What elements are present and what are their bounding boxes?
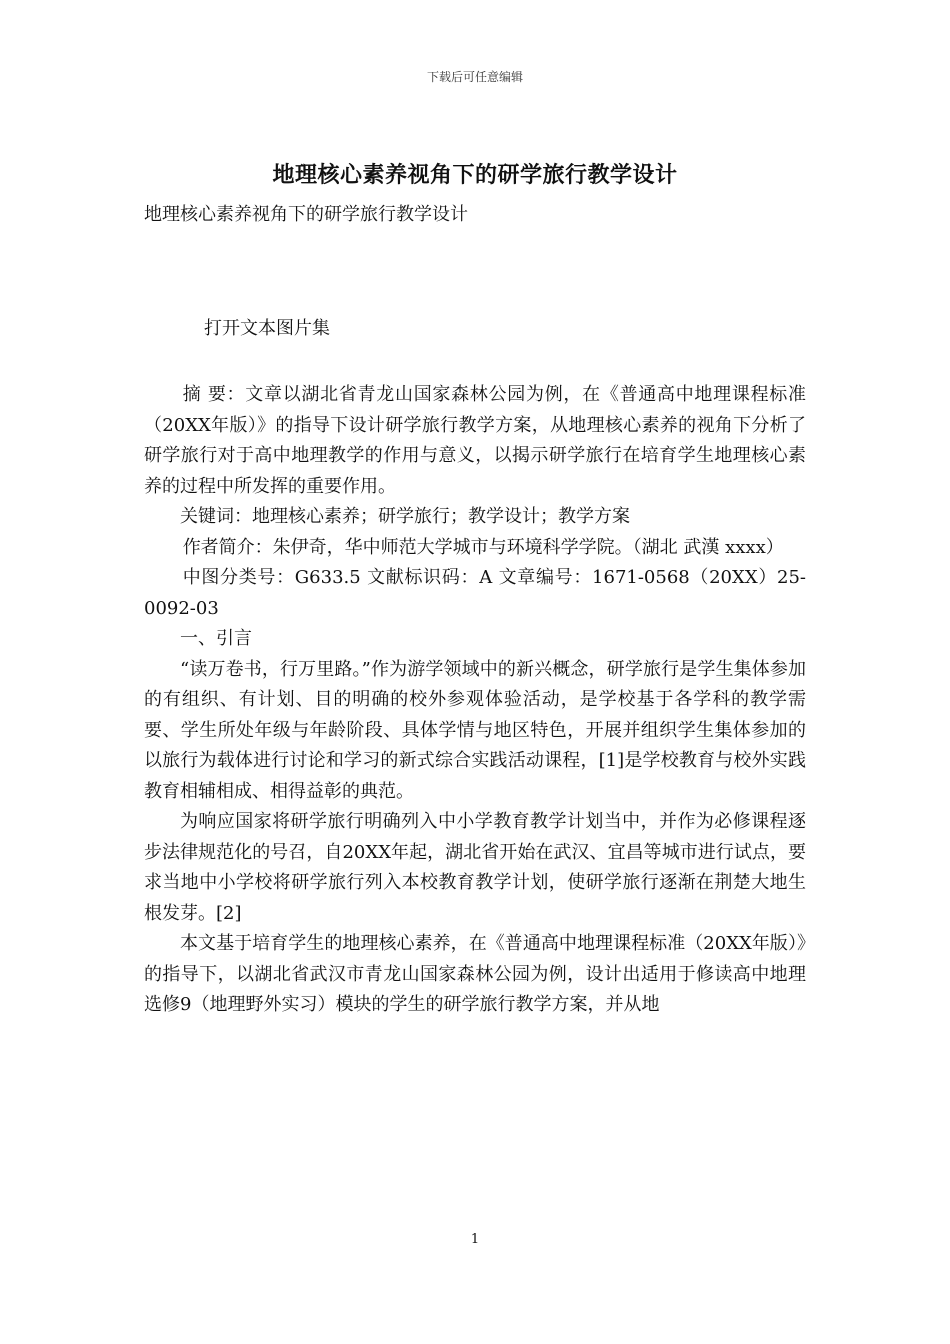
document-subtitle: 地理核心素养视角下的研学旅行教学设计 <box>144 204 468 225</box>
abstract-paragraph: 摘 要：文章以湖北省青龙山国家森林公园为例，在《普通高中地理课程标准（20XX年版）》的指导下设计研学旅行教学方案，从地理核心素养的视角下分析了研学旅行对于高中地理教学的作用与意义，以揭示研学旅行在培育学生地理核心素养的过程中所发挥的重要作用。 <box>144 384 806 497</box>
section-heading-introduction: 一、引言 <box>180 628 252 649</box>
classification-paragraph: 中图分类号：G633.5 文献标识码：A 文章编号：1671-0568（20XX）25-0092-03 <box>144 567 806 619</box>
body-paragraph: 为响应国家将研学旅行明确列入中小学教育教学计划当中，并作为必修课程逐步法律规范化的号召，自20XX年起，湖北省开始在武汉、宜昌等城市进行试点，要求当地中小学校将研学旅行列入本校教育教学计划，使研学旅行逐渐在荆楚大地生根发芽。[2] <box>144 811 806 924</box>
open-image-set-link[interactable]: 打开文本图片集 <box>204 318 330 339</box>
page-number: 1 <box>470 1232 480 1247</box>
body-paragraph: 本文基于培育学生的地理核心素养，在《普通高中地理课程标准（20XX年版）》的指导下，以湖北省武汉市青龙山国家森林公园为例，设计出适用于修读高中地理选修9（地理野外实习）模块的学生的研学旅行教学方案，并从地 <box>144 933 806 1015</box>
author-paragraph: 作者简介：朱伊奇，华中师范大学城市与环境科学学院。（湖北 武漢 xxxx） <box>182 536 784 558</box>
document-title: 地理核心素养视角下的研学旅行教学设计 <box>272 162 678 188</box>
header-note: 下载后可任意编辑 <box>426 70 523 84</box>
document-body <box>144 380 806 1021</box>
keywords-paragraph: 关键词：地理核心素养；研学旅行；教学设计；教学方案 <box>180 506 630 527</box>
body-paragraph: “读万卷书，行万里路。”作为游学领域中的新兴概念，研学旅行是学生集体参加的有组织、有计划、目的明确的校外参观体验活动，是学校基于各学科的教学需要、学生所处年级与年龄阶段、具体学情与地区特色，开展并组织学生集体参加的以旅行为载体进行讨论和学习的新式综合实践活动课程，[1]是学校教育与校外实践教育相辅相成、相得益彰的典范。 <box>144 658 806 802</box>
